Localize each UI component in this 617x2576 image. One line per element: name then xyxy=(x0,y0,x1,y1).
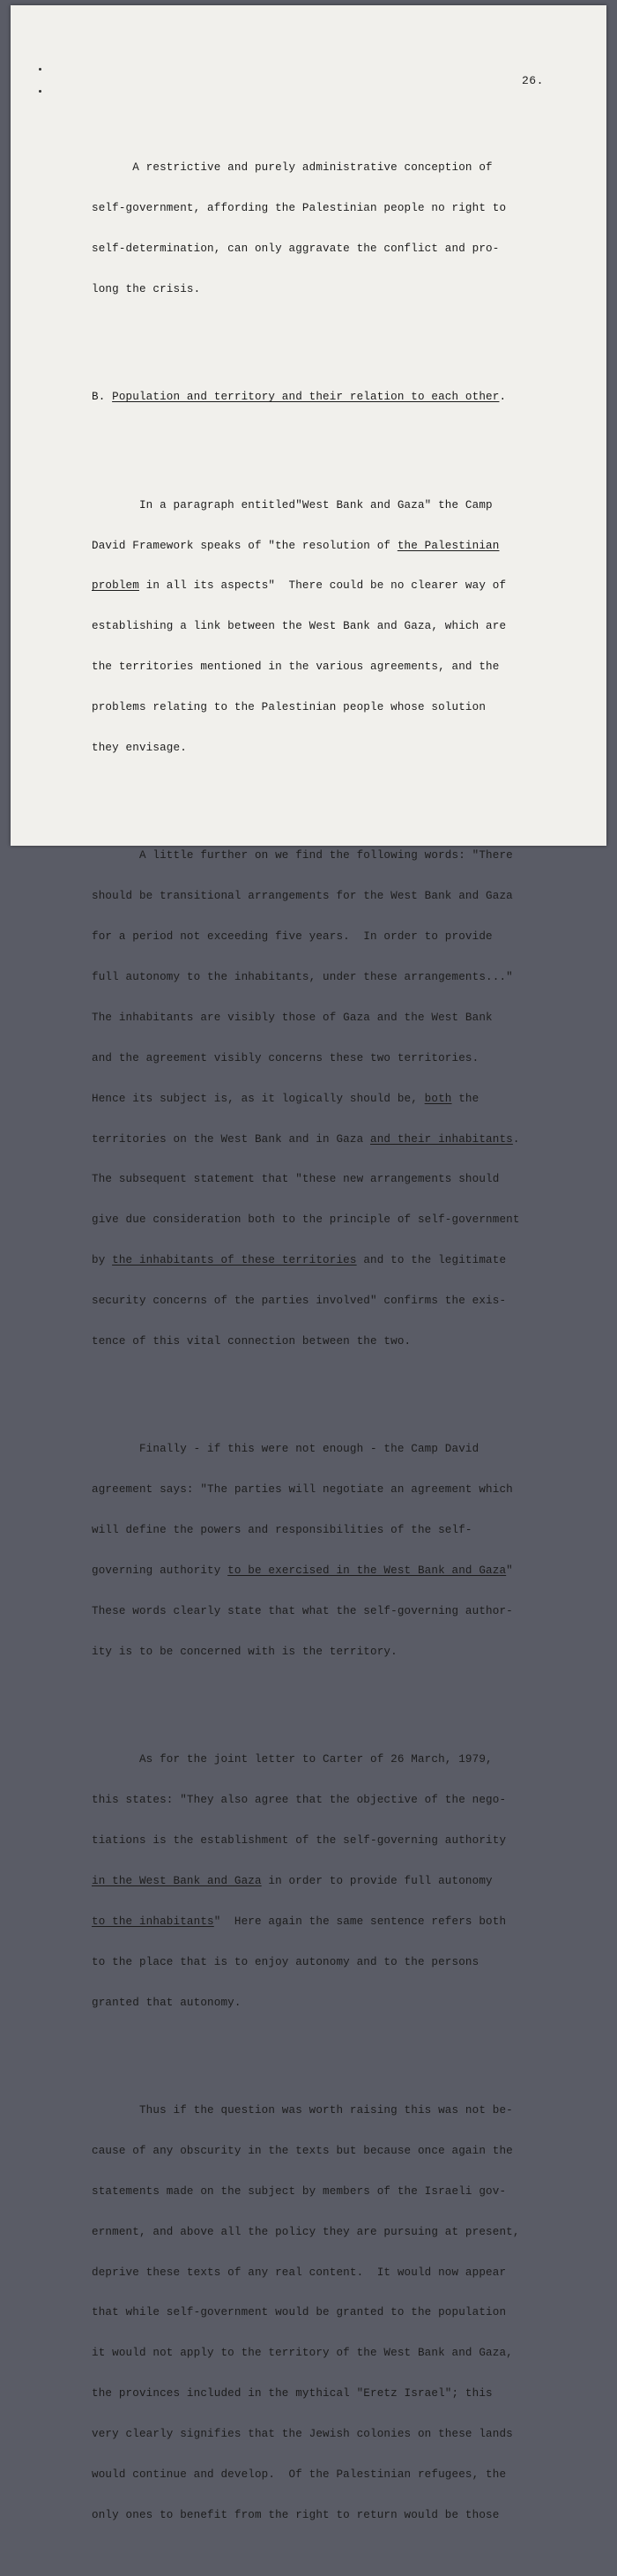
text-line: A restrictive and purely administrative conception of xyxy=(92,161,493,175)
text-line: ity is to be concerned with is the territory. xyxy=(92,1645,398,1658)
text-line: Finally - if this were not enough - the Camp David xyxy=(92,1443,479,1456)
text-line: in the West Bank and Gaza in order to provide full autonomy xyxy=(92,1874,493,1887)
text-line: only ones to benefit from the right to return would be those xyxy=(92,2508,500,2521)
margin-mark xyxy=(39,90,41,93)
text-line: they envisage. xyxy=(92,741,187,754)
text-line: granted that autonomy. xyxy=(92,1996,242,2009)
text-line: by the inhabitants of these territories and to the legitimate xyxy=(92,1254,507,1267)
text-line: very clearly signifies that the Jewish colonies on these lands xyxy=(92,2428,513,2441)
text-line: tence of this vital connection between the two. xyxy=(92,1335,412,1348)
text-line: self-determination, can only aggravate the conflict and pro- xyxy=(92,242,500,255)
text-line: and the agreement visibly concerns these two territories. xyxy=(92,1051,479,1064)
text-line: problem in all its aspects" There could be no clearer way of xyxy=(92,579,507,593)
text-line: should be transitional arrangements for the West Bank and Gaza xyxy=(92,890,513,903)
text-line: Hence its subject is, as it logically should be, both the xyxy=(92,1092,479,1105)
text-line: statements made on the subject by members of the Israeli gov- xyxy=(92,2184,507,2198)
text-line: ernment, and above all the policy they are pursuing at present, xyxy=(92,2225,520,2238)
text-line: problems relating to the Palestinian people whose solution xyxy=(92,701,487,714)
text-line: will define the powers and responsibilities of the self- xyxy=(92,1524,472,1537)
text-line: it would not apply to the territory of the West Bank and Gaza, xyxy=(92,2347,513,2360)
text-line: this states: "They also agree that the objective of the nego- xyxy=(92,1794,507,1807)
text-line: As for the joint letter to Carter of 26 March, 1979, xyxy=(92,1753,493,1766)
page-number: 26. xyxy=(522,74,544,87)
text-line: that while self-government would be granted to the population xyxy=(92,2306,507,2319)
text-line: The subsequent statement that "these new arrangements should xyxy=(92,1173,500,1186)
text-line: to the place that is to enjoy autonomy and to the persons xyxy=(92,1955,479,1968)
text-line: cause of any obscurity in the texts but because once again the xyxy=(92,2144,513,2157)
paragraph-camp-david-framework xyxy=(92,472,568,782)
text-line: for a period not exceeding five years. In order to provide xyxy=(92,930,493,944)
text-line: territories on the West Bank and in Gaza and their inhabitants. xyxy=(92,1132,520,1146)
text-line: the provinces included in the mythical "Eretz Israel"; this xyxy=(92,2387,493,2401)
text-line: security concerns of the parties involved" confirms the exis- xyxy=(92,1295,507,1308)
text-line: tiations is the establishment of the self-governing authority xyxy=(92,1834,507,1847)
text-line: A little further on we find the following words: "There xyxy=(92,849,513,862)
text-line: the territories mentioned in the various agreements, and the xyxy=(92,661,500,674)
heading-line: B. Population and territory and their relation to each other. xyxy=(92,391,507,404)
margin-mark xyxy=(39,68,41,71)
text-line: full autonomy to the inhabitants, under these arrangements..." xyxy=(92,971,513,983)
text-line: Thus if the question was worth raising this was not be- xyxy=(92,2103,513,2117)
text-line: establishing a link between the West Bank and Gaza, which are xyxy=(92,620,507,633)
text-line: David Framework speaks of "the resolution of the Palestinian xyxy=(92,539,500,552)
text-line: self-government, affording the Palestinian people no right to xyxy=(92,202,507,215)
text-line: long the crisis. xyxy=(92,282,201,295)
text-line: would continue and develop. Of the Palestinian refugees, the xyxy=(92,2468,507,2481)
paragraph-finally xyxy=(92,1416,568,1686)
text-line: governing authority to be exercised in the West Bank and Gaza" xyxy=(92,1564,513,1578)
body-text xyxy=(92,108,568,2576)
paragraph-intro xyxy=(92,135,568,324)
paragraph-transitional-arrangements xyxy=(92,823,568,1376)
text-line: agreement says: "The parties will negotiate an agreement which xyxy=(92,1483,513,1497)
text-line: deprive these texts of any real content. It would now appear xyxy=(92,2266,507,2279)
text-line: These words clearly state that what the self-governing author- xyxy=(92,1604,513,1617)
text-line: The inhabitants are visibly those of Gaza and the West Bank xyxy=(92,1011,493,1024)
text-line: to the inhabitants" Here again the same sentence refers both xyxy=(92,1915,507,1928)
section-heading xyxy=(92,364,568,431)
text-line: In a paragraph entitled"West Bank and Gaza" the Camp xyxy=(92,498,493,511)
paragraph-joint-letter xyxy=(92,1727,568,2037)
paragraph-conclusion xyxy=(92,2077,568,2549)
text-line: give due consideration both to the principle of self-government xyxy=(92,1213,520,1227)
